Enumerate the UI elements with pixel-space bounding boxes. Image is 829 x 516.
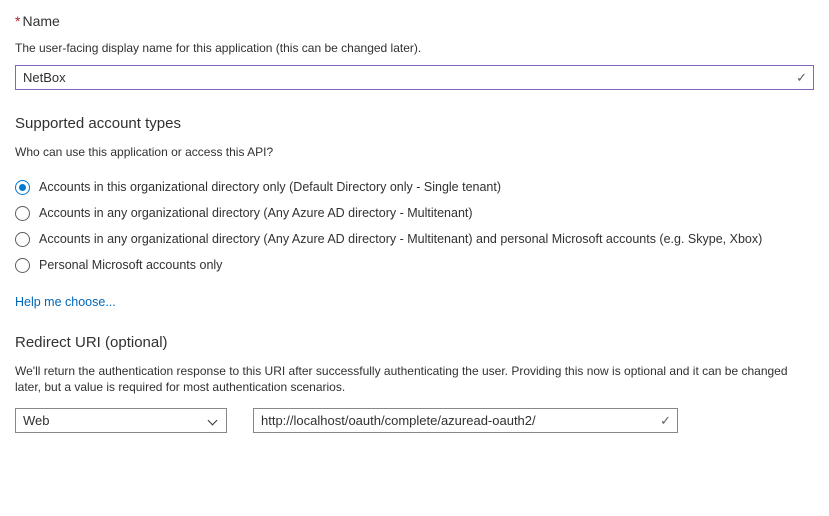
platform-select-value: Web xyxy=(23,413,50,428)
name-input-wrapper[interactable] xyxy=(15,65,814,90)
radio-icon[interactable] xyxy=(15,180,30,195)
required-asterisk: * xyxy=(15,13,21,29)
radio-option-multitenant-and-personal[interactable] xyxy=(15,226,814,252)
checkmark-icon: ✓ xyxy=(796,70,807,85)
redirect-uri-input[interactable] xyxy=(261,413,654,428)
name-label-text: Name xyxy=(22,13,60,29)
account-types-radio-group xyxy=(15,174,814,278)
redirect-uri-input-wrapper[interactable] xyxy=(253,408,678,433)
radio-option-single-tenant[interactable] xyxy=(15,174,814,200)
name-label xyxy=(15,12,814,30)
supported-account-types-question: Who can use this application or access this API? xyxy=(15,145,274,159)
help-me-choose-link[interactable]: Help me choose... xyxy=(15,295,116,309)
supported-account-types-title: Supported account types xyxy=(15,115,181,132)
redirect-uri-description: We'll return the authentication response to this URI after successfully authenticating the user. Providing this now is optional and it can be changed later, but a value is required for most authentication scenarios. xyxy=(15,364,788,394)
radio-option-label: Accounts in any organizational directory (Any Azure AD directory - Multitenant) xyxy=(39,206,473,220)
redirect-uri-row xyxy=(15,408,814,433)
radio-option-label: Accounts in this organizational directory only (Default Directory only - Single tenant) xyxy=(39,180,502,194)
radio-option-label: Accounts in any organizational directory (Any Azure AD directory - Multitenant) and personal Microsoft accounts (e.g. Skype, Xbox) xyxy=(39,232,763,246)
redirect-uri-title: Redirect URI (optional) xyxy=(15,334,168,351)
name-description: The user-facing display name for this application (this can be changed later). xyxy=(15,41,422,55)
radio-icon[interactable] xyxy=(15,232,30,247)
radio-icon[interactable] xyxy=(15,258,30,273)
radio-option-label: Personal Microsoft accounts only xyxy=(39,258,223,272)
name-input[interactable] xyxy=(23,70,790,85)
radio-option-multitenant[interactable] xyxy=(15,200,814,226)
checkmark-icon: ✓ xyxy=(660,413,671,428)
chevron-down-icon xyxy=(208,416,218,426)
radio-icon[interactable] xyxy=(15,206,30,221)
radio-option-personal-only[interactable] xyxy=(15,252,814,278)
platform-select[interactable] xyxy=(15,408,227,433)
